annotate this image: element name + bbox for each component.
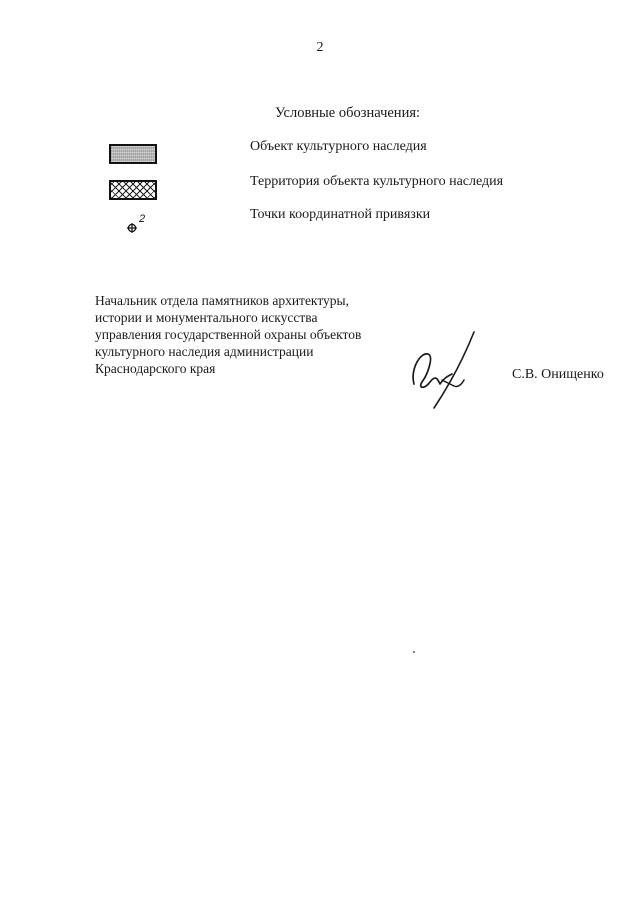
legend-title: Условные обозначения: — [275, 105, 421, 121]
coordinate-point-number: 2 — [139, 213, 146, 225]
legend-label-coordinate-points: Точки координатной привязки — [250, 207, 431, 222]
handwritten-signature — [408, 330, 488, 410]
signer-name: С.В. Онищенко — [512, 367, 604, 382]
signatory-position-line: Начальник отдела памятников архитектуры, — [95, 293, 349, 308]
page-number: 2 — [316, 40, 324, 55]
signatory-position — [95, 292, 361, 377]
signatory-position-line: управления государственной охраны объектов — [95, 327, 362, 342]
cultural-heritage-object-swatch — [109, 144, 157, 164]
coordinate-point-icon — [126, 212, 150, 234]
signatory-position-line: культурного наследия администрации — [95, 344, 314, 359]
legend-label-heritage-territory: Территория объекта культурного наследия — [250, 174, 504, 189]
signatory-position-line: Краснодарского края — [95, 361, 216, 376]
signatory-position-line: истории и монументального искусства — [95, 310, 318, 325]
scan-speck — [413, 651, 415, 653]
legend-label-heritage-object: Объект культурного наследия — [250, 139, 427, 154]
heritage-territory-crosshatch-swatch — [109, 180, 157, 200]
